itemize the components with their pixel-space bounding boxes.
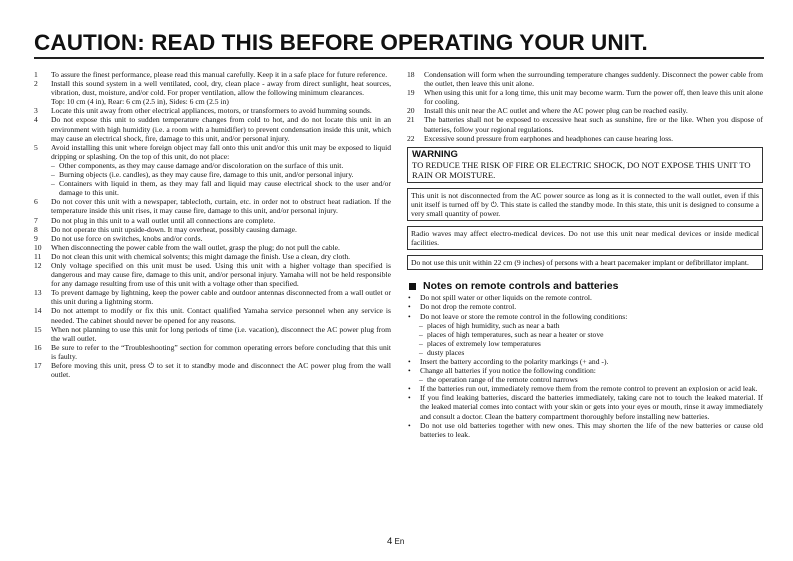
item-body	[51, 361, 391, 379]
item-text: Do not expose this unit to sudden temperature changes from cold to hot, and do not locate this unit in an environment with high humidity (i.e. a room with a humidifier) to prevent condensation inside this unit, which may cause an electrical shock, fire, damage to this unit, and/or personal injury.	[51, 115, 391, 143]
caution-item	[407, 115, 763, 133]
note-sub-text: places of high temperatures, such as near a heater or stove	[427, 329, 604, 339]
note-sub-item	[407, 375, 763, 384]
item-text: Avoid installing this unit where foreign object may fall onto this unit and/or this unit may be exposed to liquid dripping or splashing. On the top of this unit, do not place:	[51, 142, 391, 161]
caution-item	[407, 88, 763, 106]
caution-item	[34, 79, 391, 106]
note-bullet	[407, 384, 763, 393]
item-number: 13	[34, 288, 42, 298]
sub-item	[51, 161, 391, 170]
item-text: Excessive sound pressure from earphones and headphones can cause hearing loss.	[424, 133, 674, 143]
page-language: En	[394, 537, 405, 546]
dash-icon: –	[419, 338, 423, 348]
item-text: Locate this unit away from other electrical appliances, motors, or transformers to avoid humming sounds.	[51, 106, 372, 116]
item-number: 19	[407, 88, 415, 98]
item-text: Install this unit near the AC outlet and where the AC power plug can be reached easily.	[424, 106, 688, 116]
item-number: 12	[34, 260, 42, 270]
dash-icon: –	[419, 320, 423, 330]
item-number: 10	[34, 242, 42, 252]
note-text: Do not drop the remote control.	[420, 302, 517, 312]
item-number: 17	[34, 361, 42, 370]
item-text: Do not attempt to modify or fix this unit. Contact qualified Yamaha service personnel when any service is needed. The cabinet should never be opened for any reasons.	[51, 306, 391, 325]
item-body	[51, 261, 391, 288]
notes-heading-text: Notes on remote controls and batteries	[423, 280, 619, 293]
item-number: 14	[34, 306, 42, 316]
item-number: 22	[407, 133, 415, 143]
item-body	[51, 115, 391, 142]
item-text: Install this sound system in a well ventilated, cool, dry, clean place - away from direct sunlight, heat sources, vibration, dust, moisture, and/or cold. For proper ventilation, allow the following minimum clearances.	[51, 79, 391, 98]
item-body	[51, 225, 391, 234]
item-body	[51, 234, 391, 243]
note-text: If you find leaking batteries, discard the batteries immediately, taking care not to touch the leaked material. If the leaked material comes into contact with your skin or gets into your eyes or mouth, rinse it away immediately and consult a doctor. Clean the battery compartment thoroughly before installing new batteries.	[420, 393, 763, 421]
item-body	[424, 134, 763, 143]
pacemaker-notice-box: Do not use this unit within 22 cm (9 inches) of persons with a heart pacemaker implant or defibrillator implant.	[407, 255, 763, 270]
note-sub-text: places of high humidity, such as near a bath	[427, 320, 560, 330]
note-bullet	[407, 366, 763, 375]
sub-item-text: Containers with liquid in them, as they may fall and liquid may cause electrical shock to the user and/or damage to this unit.	[59, 179, 391, 198]
note-text: Change all batteries if you notice the following condition:	[420, 366, 596, 376]
caution-list-right	[407, 70, 763, 143]
caution-item	[34, 70, 391, 79]
item-number: 5	[34, 142, 38, 152]
item-number: 4	[34, 115, 38, 125]
item-text: Do not clean this unit with chemical solvents; this might damage the finish. Use a clean, dry cloth.	[51, 251, 351, 261]
sub-item-text: Other components, as they may cause damage and/or discoloration on the surface of this unit.	[59, 160, 344, 170]
item-body	[51, 325, 391, 343]
left-column	[34, 70, 391, 379]
item-body	[51, 70, 391, 79]
page-footer	[387, 536, 404, 547]
title-rule	[34, 57, 764, 59]
note-sub-item	[407, 348, 763, 357]
bullet-icon: •	[408, 384, 411, 394]
bullet-icon: •	[408, 356, 411, 366]
caution-item	[34, 361, 391, 379]
caution-item	[407, 134, 763, 143]
item-text: When disconnecting the power cable from the wall outlet, grasp the plug; do not pull the cable.	[51, 242, 340, 252]
note-text: Insert the battery according to the polarity markings (+ and -).	[420, 356, 609, 366]
note-bullet	[407, 357, 763, 366]
item-body	[51, 306, 391, 324]
note-sub-text: places of extremely low temperatures	[427, 338, 541, 348]
bullet-icon: •	[408, 393, 411, 403]
bullet-icon: •	[408, 311, 411, 321]
item-text: To assure the finest performance, please read this manual carefully. Keep it in a safe place for future reference.	[51, 70, 388, 79]
note-bullet	[407, 293, 763, 302]
page-number: 4	[387, 536, 393, 547]
square-bullet-icon	[409, 283, 416, 290]
warning-box	[407, 147, 763, 183]
caution-item	[34, 252, 391, 261]
item-extra-text: Top: 10 cm (4 in), Rear: 6 cm (2.5 in), Sides: 6 cm (2.5 in)	[51, 97, 229, 107]
bullet-icon: •	[408, 366, 411, 376]
dash-icon: –	[51, 179, 55, 189]
item-number: 6	[34, 197, 38, 207]
note-text: Do not leave or store the remote control in the following conditions:	[420, 311, 628, 321]
item-number: 7	[34, 215, 38, 225]
item-number: 21	[407, 115, 415, 125]
item-number: 1	[34, 70, 38, 79]
caution-item	[34, 234, 391, 243]
item-body	[51, 216, 391, 225]
item-body	[51, 243, 391, 252]
note-sub-item	[407, 339, 763, 348]
item-number: 3	[34, 106, 38, 116]
note-bullet	[407, 393, 763, 420]
item-text: Do not cover this unit with a newspaper, tablecloth, curtain, etc. in order not to obstruct heat radiation. If the temperature inside this unit rises, it may cause fire, damage to this unit, and/or personal injury.	[51, 197, 391, 216]
item-text: Be sure to refer to the “Troubleshooting” section for common operating errors before concluding that this unit is faulty.	[51, 342, 391, 361]
item-text: The batteries shall not be exposed to excessive heat such as sunshine, fire or the like. When you dispose of batteries, follow your regional regulations.	[424, 115, 763, 134]
note-text: Do not spill water or other liquids on the remote control.	[420, 293, 592, 303]
radio-waves-notice-box: Radio waves may affect electro-medical devices. Do not use this unit near medical devices or inside medical facilities.	[407, 226, 763, 250]
note-sub-item	[407, 321, 763, 330]
note-sub-text: dusty places	[427, 347, 465, 357]
notes-list	[407, 293, 763, 439]
sub-item	[51, 179, 391, 197]
item-body	[424, 106, 763, 115]
note-bullet	[407, 312, 763, 321]
note-text: If the batteries run out, immediately remove them from the remote control to prevent an explosion or acid leak.	[420, 384, 758, 394]
caution-item	[34, 306, 391, 324]
dash-icon: –	[419, 329, 423, 339]
item-body	[424, 88, 763, 106]
sub-item-text: Burning objects (i.e. candles), as they may cause fire, damage to this unit, and/or personal injury.	[59, 170, 354, 180]
caution-item	[34, 115, 391, 142]
item-text: Do not use force on switches, knobs and/or cords.	[51, 233, 203, 243]
item-text: When using this unit for a long time, this unit may become warm. Turn the power off, then leave this unit alone for cooling.	[424, 88, 763, 107]
caution-item	[407, 106, 763, 115]
page-title: CAUTION: READ THIS BEFORE OPERATING YOUR UNIT.	[34, 30, 648, 55]
item-body	[51, 106, 391, 115]
caution-item	[34, 143, 391, 198]
item-number: 15	[34, 324, 42, 334]
item-text: To prevent damage by lightning, keep the power cable and outdoor antennas disconnected from a wall outlet or this unit during a lightning storm.	[51, 288, 391, 307]
bullet-icon: •	[408, 420, 411, 430]
item-body	[51, 252, 391, 261]
item-text: Before moving this unit, press ⏻ to set it to standby mode and disconnect the AC power plug from the wall outlet.	[51, 361, 391, 380]
dash-icon: –	[51, 170, 55, 180]
caution-item	[34, 197, 391, 215]
item-body	[51, 79, 391, 106]
note-bullet	[407, 421, 763, 439]
note-sub-item	[407, 330, 763, 339]
note-text: Do not use old batteries together with new ones. This may shorten the life of the new batteries or cause old batteries to leak.	[420, 420, 763, 439]
caution-item	[34, 106, 391, 115]
item-body	[51, 343, 391, 361]
item-number: 2	[34, 79, 38, 89]
item-body	[424, 115, 763, 133]
item-body	[51, 143, 391, 198]
item-number: 11	[34, 251, 42, 261]
caution-item	[34, 216, 391, 225]
caution-item	[407, 70, 763, 88]
note-sub-text: the operation range of the remote control narrows	[427, 375, 578, 385]
caution-item	[34, 243, 391, 252]
bullet-icon: •	[408, 302, 411, 312]
bullet-icon: •	[408, 293, 411, 303]
item-number: 8	[34, 224, 38, 234]
warning-text: TO REDUCE THE RISK OF FIRE OR ELECTRIC SHOCK, DO NOT EXPOSE THIS UNIT TO RAIN OR MOISTURE.	[412, 159, 751, 180]
caution-list-left	[34, 70, 391, 379]
item-body	[51, 197, 391, 215]
right-column	[407, 70, 763, 439]
warning-heading: WARNING	[412, 148, 458, 160]
dash-icon: –	[51, 160, 55, 170]
standby-notice-box: This unit is not disconnected from the AC power source as long as it is connected to the wall outlet, even if this unit itself is turned off by ⏻. This state is called the standby mode. In this state, this unit is designed to consume a very small quantity of power.	[407, 188, 763, 221]
item-text: Condensation will form when the surrounding temperature changes suddenly. Disconnect the power cable from the outlet, then leave this unit alone.	[424, 70, 763, 89]
caution-item	[34, 343, 391, 361]
item-text: When not planning to use this unit for long periods of time (i.e. vacation), disconnect the AC power plug from the wall outlet.	[51, 324, 391, 343]
item-body	[424, 70, 763, 88]
note-bullet	[407, 302, 763, 311]
item-text: Do not plug in this unit to a wall outlet until all connections are complete.	[51, 215, 276, 225]
item-number: 16	[34, 342, 42, 352]
sub-item	[51, 170, 391, 179]
item-number: 20	[407, 106, 415, 116]
caution-item	[34, 225, 391, 234]
item-text: Do not operate this unit upside-down. It may overheat, possibly causing damage.	[51, 224, 297, 234]
item-body	[51, 288, 391, 306]
notes-heading	[407, 280, 763, 293]
item-text: Only voltage specified on this unit must be used. Using this unit with a higher voltage than specified is dangerous and may cause fire, damage to this unit, and/or personal injury. Yamaha will not be held responsible for any damage resulting from use of this unit with a voltage other than specified.	[51, 260, 391, 289]
caution-item	[34, 325, 391, 343]
item-number: 9	[34, 233, 38, 243]
item-number: 18	[407, 70, 415, 79]
caution-item	[34, 261, 391, 288]
dash-icon: –	[419, 347, 423, 357]
dash-icon: –	[419, 375, 423, 385]
caution-item	[34, 288, 391, 306]
